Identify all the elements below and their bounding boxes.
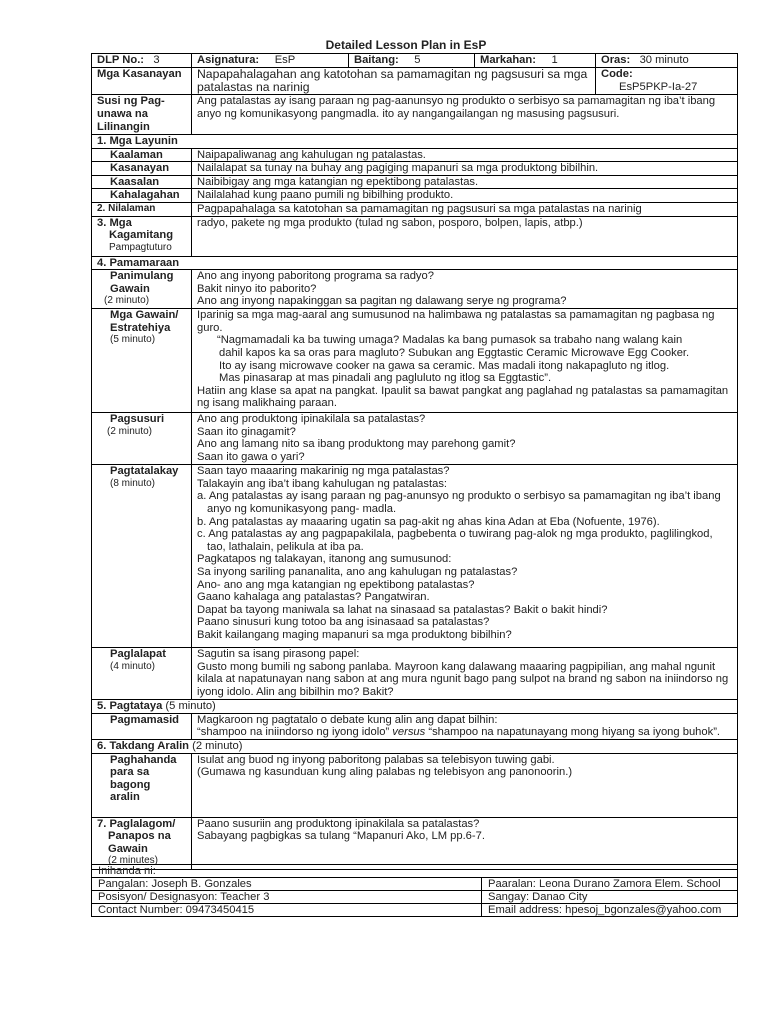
paaralan-field: Paaralan: Leona Durano Zamora Elem. School bbox=[482, 878, 738, 891]
takdang-label-1: Paghahanda bbox=[110, 753, 177, 766]
layunin-text: Nailalahad kung paano pumili ng bibilhing produkto. bbox=[192, 189, 738, 203]
pagsusuri-label bbox=[92, 413, 192, 465]
pagtatalakay-text bbox=[192, 465, 738, 648]
code-cell bbox=[596, 68, 738, 95]
pamamaraan-heading-row bbox=[92, 256, 738, 270]
panimulang-time: 2 minuto bbox=[107, 295, 146, 307]
kasanayan-row bbox=[92, 68, 738, 95]
pagsusuri-row bbox=[92, 413, 738, 465]
paglalapat-line-2: Gusto mong bumili ng sabong panlaba. Mayroon kang dalawang maaaring pagpipilian, ang mahal ngunit kilala at napatunayan nang sabon at ang mura ngunit bago pang sulpot na brand ng sabon na iniindorso ng iyong idolo. Alin ang bibilhin mo? Bakit? bbox=[197, 660, 729, 698]
pagtatalakay-row bbox=[92, 465, 738, 648]
panimulang-row bbox=[92, 270, 738, 309]
pagmamasid-label: Pagmamasid bbox=[92, 713, 192, 739]
layunin-row bbox=[92, 189, 738, 203]
kagamitan-label bbox=[92, 216, 192, 256]
paglalapat-text bbox=[192, 648, 738, 700]
footer-table bbox=[91, 864, 738, 917]
question-line: Paano sinusuri kung totoo ba ang isinasaad sa patalastas? bbox=[197, 616, 490, 629]
question-line: Bakit kailangang maging mapanuri sa mga produktong bibilhin? bbox=[197, 628, 512, 641]
kasanayan-label: Mga Kasanayan bbox=[92, 68, 192, 95]
lesson-plan-table bbox=[91, 53, 738, 870]
question-line: Ano ang inyong napakinggan sa pagitan ng dalawang serye ng programa? bbox=[197, 295, 567, 308]
footer-row bbox=[92, 865, 738, 878]
baitang-cell bbox=[349, 54, 475, 68]
paglalagom-line-1: Paano susuriin ang produktong ipinakilala sa patalastas? bbox=[197, 817, 480, 830]
nilalaman-label: 2. Nilalaman bbox=[92, 202, 192, 216]
kagamitan-row bbox=[92, 216, 738, 256]
panimulang-text bbox=[192, 270, 738, 309]
gawain-outro: Hatiin ang klase sa apat na pangkat. Ipaulit sa bawat pangkat ang paglahad ng patalastas sa pamamagitan ng isang malikhaing paraan. bbox=[197, 384, 729, 410]
takdang-heading bbox=[92, 739, 738, 753]
layunin-label: Kasanayan bbox=[92, 162, 192, 176]
definition-item: c. Ang patalastas ay ang pagpapakilala, pagbebenta o tuwirang pag-alok ng mga produkto, paglilingkod, tao, lathalain, pelikula at iba pa. bbox=[197, 528, 713, 553]
kagamitan-text: radyo, pakete ng mga produkto (tulad ng sabon, posporo, bolpen, lapis, atbp.) bbox=[192, 216, 738, 256]
quote-line: Ito ay isang microwave cooker na gawa sa ceramic. Mas madali itong nakapagluto ng itlog. bbox=[219, 359, 670, 372]
quote-line: Mas pinasarap at mas pinadali ang pagluluto ng itlog sa Eggtastic”. bbox=[219, 372, 552, 385]
option-a: “shampoo na iniindorso ng iyong idolo” bbox=[197, 726, 390, 739]
pagtataya-time: (5 minuto) bbox=[162, 700, 216, 713]
layunin-text: Nailalapat sa tunay na buhay ang pagiging mapanuri sa mga produktong bibilhin. bbox=[192, 162, 738, 176]
layunin-heading-row bbox=[92, 135, 738, 149]
sangay-field: Sangay: Danao City bbox=[482, 891, 738, 904]
susi-row bbox=[92, 95, 738, 135]
takdang-label-3: bagong bbox=[110, 778, 151, 791]
nilalaman-row bbox=[92, 202, 738, 216]
question-line: Sa inyong sariling pananalita, ano ang kahulugan ng patalastas? bbox=[197, 565, 518, 578]
definition-item: b. Ang patalastas ay maaaring ugatin sa pag-akit ng ahas kina Adan at Eba (Nofuente, 1976). bbox=[197, 515, 660, 528]
paglalapat-row bbox=[92, 648, 738, 700]
pagtatalakay-time: (8 minuto) bbox=[110, 477, 156, 489]
option-b: “shampoo na napatunayang mong hiyang sa iyong buhok”. bbox=[428, 726, 721, 739]
question-line: Talakayin ang iba’t ibang kahulugan ng patalastas: bbox=[197, 477, 448, 490]
susi-label: Susi ng Pag-unawa na Lilinangin bbox=[92, 95, 192, 135]
oras-cell bbox=[596, 54, 738, 68]
code-value: EsP5PKP-Ia-27 bbox=[619, 80, 698, 93]
takdang-heading-row bbox=[92, 739, 738, 753]
paglalagom-label-3: Gawain bbox=[108, 842, 148, 855]
panimulang-label: Panimulang Gawain (2 minuto) bbox=[92, 270, 192, 309]
layunin-label: Kahalagahan bbox=[92, 189, 192, 203]
pangalan-field: Pangalan: Joseph B. Gonzales bbox=[92, 878, 482, 891]
panimulang-label-2: Gawain bbox=[110, 282, 150, 295]
takdang-line-1: Isulat ang buod ng inyong paboritong palabas sa telebisyon tuwing gabi. bbox=[197, 753, 555, 766]
dlp-cell bbox=[92, 54, 192, 68]
layunin-text: Naibibigay ang mga katangian ng epektibong patalastas. bbox=[192, 175, 738, 189]
versus-text: versus bbox=[389, 726, 429, 739]
pagtataya-heading-row bbox=[92, 700, 738, 714]
paglalagom-label-1: 7. Paglalagom/ bbox=[97, 817, 176, 830]
question-line: Bakit ninyo ito paborito? bbox=[197, 282, 317, 295]
kagamitan-label-3: Pampagtuturo bbox=[109, 241, 172, 253]
paglalagom-label-2: Panapos na bbox=[108, 830, 171, 843]
pagtatalakay-label bbox=[92, 465, 192, 648]
takdang-label bbox=[92, 753, 192, 817]
email-field: Email address: hpesoj_bgonzales@yahoo.com bbox=[482, 904, 738, 917]
layunin-label: Kaasalan bbox=[92, 175, 192, 189]
gawain-label-2: Estratehiya bbox=[110, 321, 171, 334]
markahan-value: 1 bbox=[551, 54, 558, 66]
question-line: Ano- ano ang mga katangian ng epektibong patalastas? bbox=[197, 578, 475, 591]
question-line: Gaano kahalaga ang patalastas? Pangatwiran. bbox=[197, 591, 430, 604]
quote-line: “Nagmamadali ka ba tuwing umaga? Madalas ka bang pumasok sa trabaho nang walang kain bbox=[217, 334, 683, 347]
pagtataya-title: 5. Pagtataya bbox=[97, 700, 163, 713]
paglalagom-text bbox=[192, 817, 738, 869]
posisyon-field: Posisyon/ Designasyon: Teacher 3 bbox=[92, 891, 482, 904]
takdang-line-2: (Gumawa ng kasunduan kung aling palabas ng telebisyon ang panonoorin.) bbox=[197, 766, 573, 779]
dlp-label: DLP No.: bbox=[97, 54, 145, 66]
paglalapat-label-1: Paglalapat bbox=[110, 648, 166, 661]
code-label: Code: bbox=[601, 68, 633, 80]
nilalaman-text: Pagpapahalaga sa katotohan sa pamamagitan ng pagsusuri sa mga patalastas na narinig bbox=[192, 202, 738, 216]
definition-item: a. Ang patalastas ay isang paraan ng pag-anunsyo ng produkto o serbisyo sa pamamagitan ng iba’t ibang anyo ng komunikasyong pang- madla. bbox=[197, 490, 721, 515]
pagtatalakay-label-1: Pagtatalakay bbox=[110, 465, 179, 478]
layunin-label: Kaalaman bbox=[92, 148, 192, 162]
quote-line: dahil kapos ka sa oras para magluto? Subukan ang Eggtastic Ceramic Microwave Egg Cooker. bbox=[219, 346, 690, 359]
pagmamasid-row bbox=[92, 713, 738, 739]
gawain-label: Mga Gawain/ Estratehiya (5 minuto) bbox=[92, 309, 192, 413]
baitang-label: Baitang: bbox=[354, 54, 399, 66]
layunin-row bbox=[92, 175, 738, 189]
asignatura-label: Asignatura: bbox=[197, 54, 260, 66]
question-line: Saan tayo maaaring makarinig ng mga patalastas? bbox=[197, 465, 450, 478]
pamamaraan-heading: 4. Pamamaraan bbox=[92, 256, 738, 270]
panimulang-label-1: Panimulang bbox=[110, 270, 174, 283]
paglalagom-time: (2 minutes) bbox=[108, 855, 159, 867]
takdang-text bbox=[192, 753, 738, 817]
footer-row bbox=[92, 878, 738, 891]
question-line: Pagkatapos ng talakayan, itanong ang sumusunod: bbox=[197, 553, 452, 566]
layunin-row bbox=[92, 162, 738, 176]
gawain-row bbox=[92, 309, 738, 413]
pagsusuri-time: (2 minuto) bbox=[107, 425, 153, 437]
takdang-row bbox=[92, 753, 738, 817]
layunin-row bbox=[92, 148, 738, 162]
header-row bbox=[92, 54, 738, 68]
layunin-heading: 1. Mga Layunin bbox=[92, 135, 738, 149]
markahan-label: Markahan: bbox=[480, 54, 536, 66]
takdang-time: (2 minuto) bbox=[189, 739, 243, 752]
takdang-label-4: aralin bbox=[110, 791, 140, 804]
asignatura-cell bbox=[192, 54, 349, 68]
pagmamasid-line-1: Magkaroon ng pagtatalo o debate kung alin ang dapat bilhin: bbox=[197, 713, 498, 726]
kagamitan-label-1: 3. Mga bbox=[97, 216, 132, 229]
paglalapat-line-1: Sagutin sa isang pirasong papel: bbox=[197, 648, 360, 661]
pagsusuri-label-1: Pagsusuri bbox=[110, 413, 165, 426]
inihanda-label: Inihanda ni: bbox=[92, 865, 738, 878]
contact-field: Contact Number: 09473450415 bbox=[92, 904, 482, 917]
takdang-title: 6. Takdang Aralin bbox=[97, 739, 190, 752]
gawain-label-1: Mga Gawain/ bbox=[110, 309, 179, 322]
paglalagom-label bbox=[92, 817, 192, 869]
question-line: Saan ito ginagamit? bbox=[197, 425, 296, 438]
paglalagom-line-2: Sabayang pagbigkas sa tulang “Mapanuri Ako, LM pp.6-7. bbox=[197, 830, 485, 843]
baitang-value: 5 bbox=[414, 54, 421, 66]
gawain-time: 5 minuto bbox=[113, 334, 152, 346]
paglalapat-time: (4 minuto) bbox=[110, 660, 156, 672]
pagsusuri-text bbox=[192, 413, 738, 465]
question-line: Saan ito gawa o yari? bbox=[197, 450, 305, 463]
kagamitan-label-2: Kagamitang bbox=[109, 229, 174, 242]
paglalagom-row bbox=[92, 817, 738, 869]
question-line: Dapat ba tayong maniwala sa lahat na sinasaad sa patalastas? Bakit o bakit hindi? bbox=[197, 603, 608, 616]
oras-value: 30 minuto bbox=[639, 54, 689, 66]
question-line: Ano ang inyong paboritong programa sa radyo? bbox=[197, 270, 434, 283]
pagmamasid-text bbox=[192, 713, 738, 739]
layunin-text: Naipapaliwanag ang kahulugan ng patalastas. bbox=[192, 148, 738, 162]
gawain-intro: Iparinig sa mga mag-aaral ang sumusunod na halimbawa ng patalastas sa pamamagitan ng pagbasa ng guro. bbox=[197, 309, 715, 334]
footer-row bbox=[92, 904, 738, 917]
oras-label: Oras: bbox=[601, 54, 631, 66]
asignatura-value: EsP bbox=[274, 54, 296, 66]
paglalapat-label bbox=[92, 648, 192, 700]
page-title: Detailed Lesson Plan in EsP bbox=[325, 38, 487, 52]
markahan-cell bbox=[475, 54, 596, 68]
takdang-label-2: para sa bbox=[110, 766, 150, 779]
pagtataya-heading bbox=[92, 700, 738, 714]
gawain-text bbox=[192, 309, 738, 413]
question-line: Ano ang lamang nito sa ibang produktong may parehong gamit? bbox=[197, 438, 516, 451]
dlp-value: 3 bbox=[153, 54, 160, 66]
susi-text: Ang patalastas ay isang paraan ng pag-aanunsyo ng produkto o serbisyo sa pamamagitan ng iba’t ibang anyo ng komunikasyong pangmadla. ito ay nangangailangan ng masusing pagsusuri. bbox=[192, 95, 738, 135]
footer-row bbox=[92, 891, 738, 904]
kasanayan-text: Napapahalagahan ang katotohan sa pamamagitan ng pagsusuri sa mga patalastas na narinig bbox=[192, 68, 596, 95]
question-line: Ano ang produktong ipinakilala sa patalastas? bbox=[197, 413, 426, 426]
